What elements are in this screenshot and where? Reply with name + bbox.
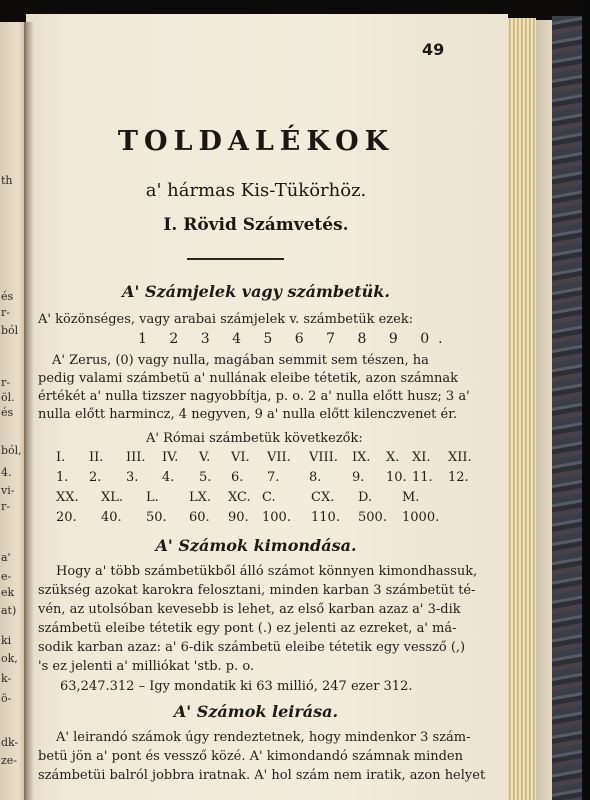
table-cell: LX. bbox=[189, 490, 212, 505]
marbled-cover bbox=[552, 16, 582, 800]
text-line: pedig valami számbetü a' nullának eleibe tétetik, azon számnak bbox=[38, 371, 459, 386]
page-subtitle: a' hármas Kis-Tükörhöz. bbox=[145, 180, 367, 201]
gutter-shadow bbox=[24, 22, 34, 800]
table-cell: D. bbox=[358, 490, 373, 505]
table-cell: 40. bbox=[101, 510, 122, 525]
text-line: A' Római számbetük következők: bbox=[146, 431, 363, 446]
table-cell: IV. bbox=[162, 450, 179, 465]
table-cell: 3. bbox=[126, 470, 139, 485]
left-page-fragment: és bbox=[1, 290, 14, 303]
left-page-fragment: és bbox=[1, 406, 14, 419]
table-cell: VIII. bbox=[309, 450, 338, 465]
text-line: számbetü eleibe tétetik egy pont (.) ez jelenti az ezreket, a' má- bbox=[38, 621, 457, 636]
table-cell: 10. bbox=[386, 470, 407, 485]
left-page-fragment: ból bbox=[1, 324, 19, 337]
text-line: betü jön a' pont és vessző közé. A' kimondandó számnak minden bbox=[38, 749, 463, 764]
left-page-fragment: th bbox=[1, 174, 13, 187]
table-cell: 1000. bbox=[402, 510, 440, 525]
text-line: értékét a' nulla tizszer nagyobbítja, p. o. 2 a' nulla előtt husz; 3 a' bbox=[38, 389, 470, 404]
left-page-fragment: vi- bbox=[1, 484, 15, 497]
left-page-fragment: ok, bbox=[1, 652, 18, 665]
table-cell: II. bbox=[89, 450, 104, 465]
left-page-fragment: ki bbox=[1, 634, 12, 647]
text-line: 's ez jelenti a' milliókat 'stb. p. o. bbox=[38, 659, 255, 674]
page-title: TOLDALÉKOK bbox=[117, 126, 395, 157]
table-cell: 50. bbox=[146, 510, 167, 525]
table-cell: X. bbox=[386, 450, 400, 465]
divider bbox=[187, 258, 284, 260]
left-page-fragment: ek bbox=[1, 586, 15, 599]
left-page-fragment: ö- bbox=[1, 692, 12, 705]
left-page-edge bbox=[0, 22, 26, 800]
page-number: 49 bbox=[422, 40, 445, 59]
left-page-fragment: ze- bbox=[1, 754, 18, 767]
text-line: nulla előtt harmincz, 4 negyven, 9 a' nulla előtt kilenczvenet ér. bbox=[38, 407, 458, 422]
table-cell: I. bbox=[56, 450, 66, 465]
background bbox=[582, 0, 590, 800]
left-page-fragment: a' bbox=[1, 551, 11, 564]
table-cell: 6. bbox=[231, 470, 244, 485]
text-line: vén, az utolsóban kevesebb is lehet, az első karban azaz a' 3-dik bbox=[38, 602, 461, 617]
table-cell: 5. bbox=[199, 470, 212, 485]
table-cell: III. bbox=[126, 450, 146, 465]
table-cell: 12. bbox=[448, 470, 469, 485]
text-line: A' közönséges, vagy arabai számjelek v. számbetük ezek: bbox=[38, 312, 414, 327]
table-cell: 8. bbox=[309, 470, 322, 485]
table-cell: 500. bbox=[358, 510, 387, 525]
left-page-fragment: öl. bbox=[1, 391, 15, 404]
table-cell: VII. bbox=[267, 450, 291, 465]
text-line: A' leirandó számok úgy rendeztetnek, hogy mindenkor 3 szám- bbox=[56, 730, 471, 745]
cover-board bbox=[536, 20, 552, 800]
table-cell: 60. bbox=[189, 510, 210, 525]
heading-kimondasa: A' Számok kimondása. bbox=[155, 536, 357, 555]
heading-szamjelek: A' Számjelek vagy számbetük. bbox=[122, 282, 390, 301]
table-cell: L. bbox=[146, 490, 159, 505]
table-cell: XL. bbox=[101, 490, 124, 505]
table-cell: 7. bbox=[267, 470, 280, 485]
left-page-fragment: r- bbox=[1, 500, 10, 513]
table-cell: 100. bbox=[262, 510, 291, 525]
text-line: sodik karban azaz: a' 6-dik számbetü eleibe tétetik egy vessző (,) bbox=[38, 640, 466, 655]
table-cell: 2. bbox=[89, 470, 102, 485]
table-cell: 11. bbox=[412, 470, 433, 485]
book-page bbox=[26, 14, 508, 800]
table-cell: XII. bbox=[448, 450, 472, 465]
left-page-fragment: r- bbox=[1, 376, 10, 389]
text-line: 63,247.312 – Igy mondatik ki 63 millió, 247 ezer 312. bbox=[60, 679, 413, 694]
table-cell: VI. bbox=[231, 450, 250, 465]
table-cell: 20. bbox=[56, 510, 77, 525]
table-cell: V. bbox=[199, 450, 211, 465]
left-page-fragment: r- bbox=[1, 306, 10, 319]
table-cell: IX. bbox=[352, 450, 371, 465]
left-page-fragment: ból, bbox=[1, 444, 22, 457]
table-cell: XC. bbox=[228, 490, 251, 505]
text-line: számbetüi balról jobbra iratnak. A' hol szám nem iratik, azon helyet bbox=[38, 768, 486, 783]
table-cell: 1. bbox=[56, 470, 69, 485]
table-cell: 110. bbox=[311, 510, 340, 525]
table-cell: M. bbox=[402, 490, 420, 505]
left-page-fragment: dk- bbox=[1, 736, 19, 749]
left-page-fragment: 4. bbox=[1, 466, 12, 479]
left-page-fragment: k- bbox=[1, 672, 12, 685]
text-line: Hogy a' több számbetükből álló számot könnyen kimondhassuk, bbox=[56, 564, 478, 579]
table-cell: 90. bbox=[228, 510, 249, 525]
table-cell: XX. bbox=[56, 490, 79, 505]
heading-leirasa: A' Számok leirása. bbox=[173, 702, 339, 721]
arabic-digits: 1 2 3 4 5 6 7 8 9 0. bbox=[138, 331, 452, 347]
table-cell: CX. bbox=[311, 490, 335, 505]
table-cell: 4. bbox=[162, 470, 175, 485]
text-line: A' Zerus, (0) vagy nulla, magában semmit sem tészen, ha bbox=[52, 353, 429, 368]
table-cell: C. bbox=[262, 490, 276, 505]
table-cell: XI. bbox=[412, 450, 431, 465]
left-page-fragment: at) bbox=[1, 604, 17, 617]
table-cell: 9. bbox=[352, 470, 365, 485]
text-line: szükség azokat karokra felosztani, minden karban 3 számbetüt té- bbox=[38, 583, 476, 598]
section-title: I. Rövid Számvetés. bbox=[163, 215, 349, 235]
left-page-fragment: e- bbox=[1, 570, 12, 583]
